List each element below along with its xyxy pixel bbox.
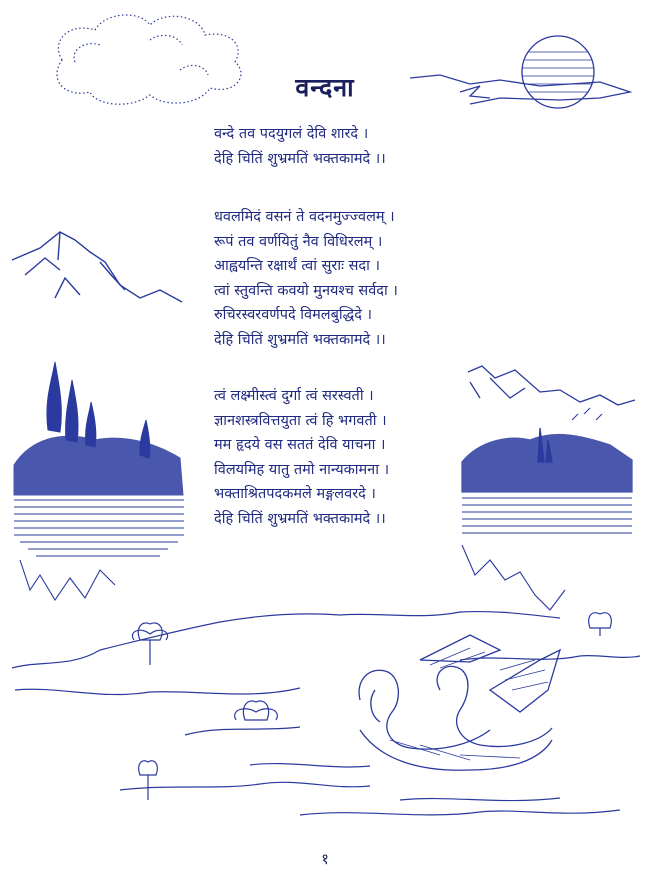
poem-line: देहि चितिं शुभ्रमतिं भक्तकामदे ।।: [214, 510, 386, 527]
poem-line: आह्वयन्ति रक्षार्थं त्वां सुराः सदा ।: [214, 258, 380, 275]
lotus-illustration: [132, 613, 611, 800]
swans-illustration: [359, 635, 560, 770]
stanza-2: [214, 205, 514, 353]
poem-line: भक्ताश्रितपदकमले मङ्गलवरदे ।: [214, 486, 376, 503]
poem-line: मम हृदये वस सततं देवि याचना ।: [214, 437, 386, 454]
page-number: १: [321, 850, 329, 868]
poem-line: त्वां स्तुवन्ति कवयो मुनयश्च सर्वदा ।: [214, 282, 398, 299]
poem-line: त्वं लक्ष्मीस्त्वं दुर्गा त्वं सरस्वती ।: [214, 388, 374, 404]
page-title: वन्दना: [295, 73, 355, 102]
poem-line: विलयमिह यातु तमो नान्यकामना ।: [214, 461, 390, 478]
poem-line: धवलमिदं वसनं ते वदनमुज्ज्वलम् ।: [214, 209, 395, 225]
poem-line: ज्ञानशस्त्रवित्तयुता त्वं हि भगवती ।: [214, 412, 387, 429]
poem-line: वन्दे तव पदयुगलं देवि शारदे ।: [214, 126, 369, 142]
poem-line: देहि चितिं शुभ्रमतिं भक्तकामदे ।।: [214, 331, 386, 348]
stanza-3: [214, 384, 514, 532]
poem-line: देहि चितिं शुभ्रमतिं भक्तकामदे ।।: [214, 150, 386, 167]
mountains-left-illustration: [12, 232, 182, 302]
shore-illustration: [12, 612, 640, 815]
lake-trees-left-illustration: [14, 362, 184, 600]
poem-line: रूपं तव वर्णयितुं नैव विधिरलम् ।: [214, 233, 383, 250]
stanza-1: [214, 122, 514, 171]
poem-line: रुचिरस्वरवर्णपदे विमलबुद्धिदे ।: [214, 307, 373, 324]
